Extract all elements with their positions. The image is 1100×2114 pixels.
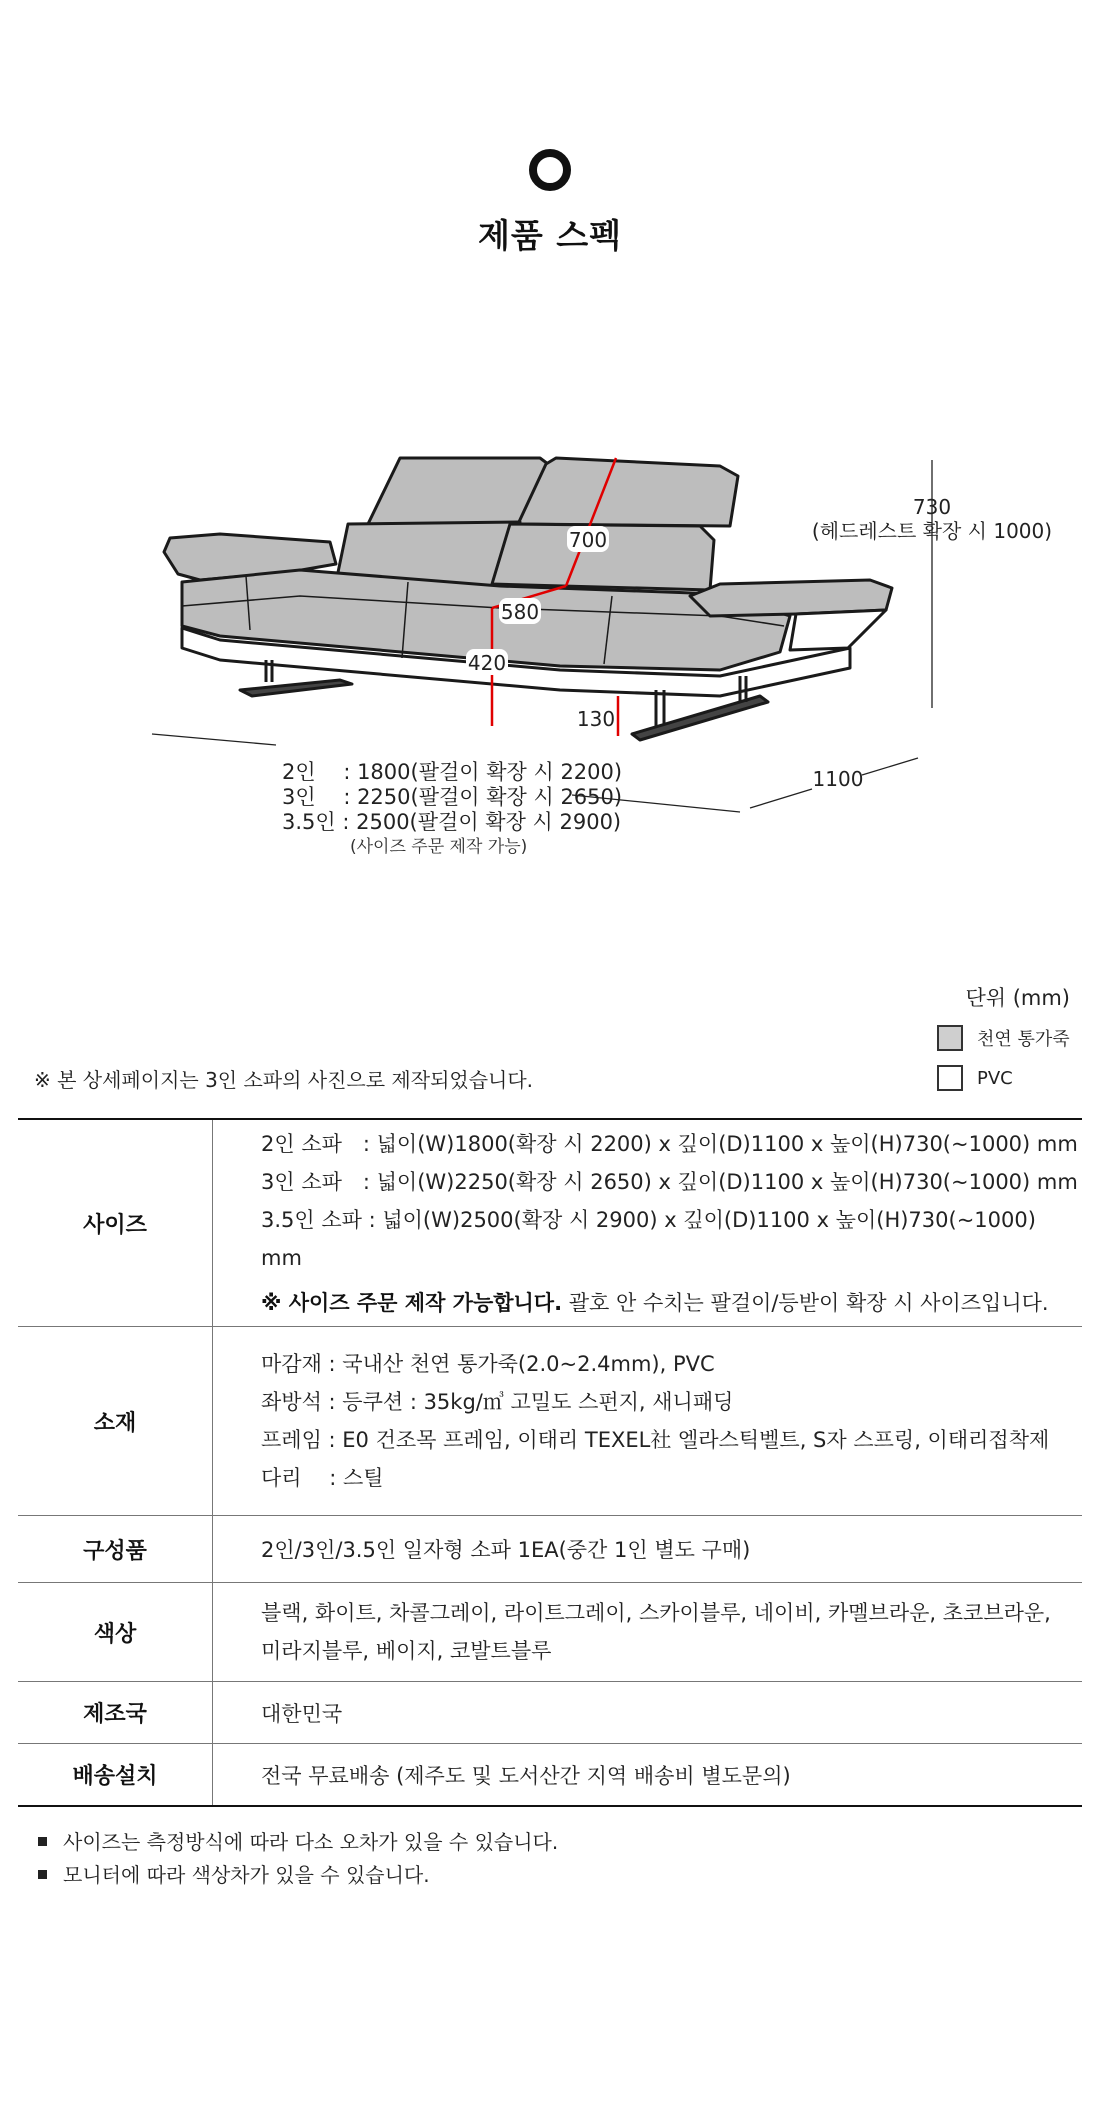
color-cell bbox=[213, 1583, 1083, 1682]
width-line: 3.5인 : 2500(팔걸이 확장 시 2900) bbox=[282, 810, 622, 834]
material-line: 좌방석 : 등쿠션 : 35kg/㎥ 고밀도 스펀지, 새니패딩 bbox=[261, 1390, 734, 1414]
width-line: 3인 : 2250(팔걸이 확장 시 2650) bbox=[282, 785, 623, 809]
footnote-text: 사이즈는 측정방식에 따라 다소 오차가 있을 수 있습니다. bbox=[63, 1830, 559, 1854]
components-cell: 2인/3인/3.5인 일자형 소파 1EA(중간 1인 별도 구매) bbox=[213, 1516, 1083, 1583]
footnotes bbox=[38, 1826, 558, 1892]
row-header: 사이즈 bbox=[18, 1119, 213, 1327]
legend-pvc bbox=[937, 1065, 1013, 1091]
swatch-leather bbox=[937, 1025, 963, 1051]
footnote-text: 모니터에 따라 색상차가 있을 수 있습니다. bbox=[63, 1863, 430, 1887]
depth-label: 1100 bbox=[812, 767, 864, 791]
circle-icon bbox=[529, 149, 571, 191]
legend-label: PVC bbox=[977, 1067, 1013, 1089]
legend-label: 천연 통가죽 bbox=[977, 1029, 1070, 1050]
table-row bbox=[18, 1682, 1082, 1744]
page-title: 제품 스펙 bbox=[477, 216, 622, 255]
bullet-icon bbox=[38, 1870, 47, 1879]
material-line: 마감재 : 국내산 천연 통가죽(2.0~2.4mm), PVC bbox=[261, 1352, 715, 1376]
spec-table bbox=[18, 1118, 1082, 1807]
size-line: 3.5인 소파 : 넓이(W)2500(확장 시 2900) x 깊이(D)1100 x 높이(H)730(~1000) mm bbox=[261, 1208, 1036, 1270]
unit-label: 단위 (mm) bbox=[965, 986, 1070, 1010]
row-header: 소재 bbox=[18, 1327, 213, 1516]
size-line: 2인 소파 : 넓이(W)1800(확장 시 2200) x 깊이(D)1100 x 높이(H)730(~1000) mm bbox=[261, 1132, 1078, 1156]
seat-depth-label: 580 bbox=[500, 600, 540, 624]
row-header: 제조국 bbox=[18, 1682, 213, 1744]
material-line: 다리 : 스틸 bbox=[261, 1466, 384, 1490]
material-line: 프레임 : E0 건조목 프레임, 이태리 TEXEL社 엘라스틱벨트, S자 스프링, 이태리접착제 bbox=[261, 1428, 1050, 1452]
row-header: 구성품 bbox=[18, 1516, 213, 1583]
width-dimension-list bbox=[282, 760, 622, 860]
swatch-pvc bbox=[937, 1065, 963, 1091]
size-line: 3인 소파 : 넓이(W)2250(확장 시 2650) x 깊이(D)1100 x 높이(H)730(~1000) mm bbox=[261, 1170, 1078, 1194]
row-header: 색상 bbox=[18, 1583, 213, 1682]
size-note-bold: ※ 사이즈 주문 제작 가능합니다. bbox=[261, 1291, 563, 1315]
table-row bbox=[18, 1327, 1082, 1516]
color-line: 블랙, 화이트, 차콜그레이, 라이트그레이, 스카이블루, 네이비, 카멜브라운, 초코브라운, bbox=[261, 1601, 1051, 1625]
size-cell bbox=[213, 1119, 1083, 1327]
table-row bbox=[18, 1516, 1082, 1583]
height-ext-label: (헤드레스트 확장 시 1000) bbox=[811, 519, 1053, 543]
color-line: 미라지블루, 베이지, 코발트블루 bbox=[261, 1639, 552, 1663]
photo-note: ※ 본 상세페이지는 3인 소파의 사진으로 제작되었습니다. bbox=[34, 1068, 534, 1092]
table-row bbox=[18, 1119, 1082, 1327]
leg-height-label: 130 bbox=[576, 707, 616, 731]
custom-order-note: (사이즈 주문 제작 가능) bbox=[350, 837, 528, 857]
row-header: 배송설치 bbox=[18, 1744, 213, 1807]
legend-leather bbox=[937, 1025, 1070, 1051]
size-note-text: 괄호 안 수치는 팔걸이/등받이 확장 시 사이즈입니다. bbox=[562, 1291, 1049, 1315]
seat-height-label: 420 bbox=[467, 651, 507, 675]
list-item bbox=[38, 1859, 558, 1892]
height-label: 730 bbox=[912, 495, 952, 519]
shipping-cell: 전국 무료배송 (제주도 및 도서산간 지역 배송비 별도문의) bbox=[261, 1763, 791, 1788]
list-item bbox=[38, 1826, 558, 1859]
material-cell bbox=[213, 1327, 1083, 1516]
back-height-label: 700 bbox=[568, 528, 608, 552]
table-row bbox=[18, 1583, 1082, 1682]
bullet-icon bbox=[38, 1837, 47, 1846]
size-note bbox=[261, 1285, 1081, 1321]
table-row bbox=[18, 1744, 1082, 1807]
origin-cell: 대한민국 bbox=[213, 1682, 1083, 1744]
width-line: 2인 : 1800(팔걸이 확장 시 2200) bbox=[282, 760, 623, 784]
